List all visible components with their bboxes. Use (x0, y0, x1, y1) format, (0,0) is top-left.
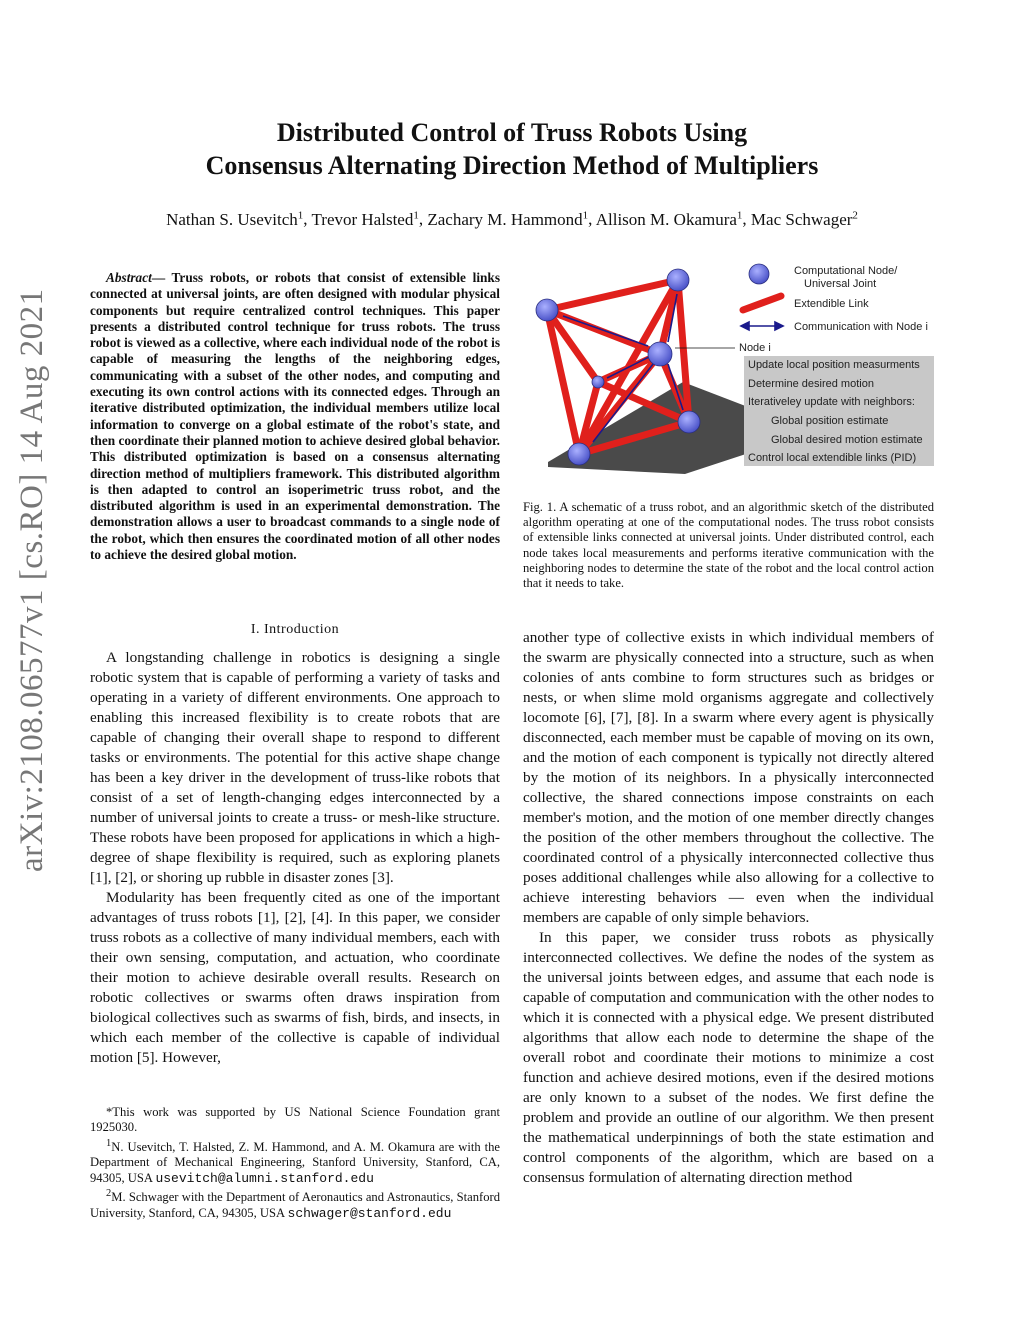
paragraph: another type of collective exists in which individual members of the swarm are physically connected into a structure, such as when colonies of ants combine to form structures such as bridges or nests, or when slime mold organisms aggregate and collectively locomote [6], [7], [8]. In a swarm where every agent is physically disconnected, each member must be capable of moving on its own, and the motion of each component is typically not directly altered by the motion of its neighbors. In a physically interconnected collective, the shared connections impose constraints on each member's motion, and the motion of one member directly changes the position of the other members throughout the collective. The coordinated control of a physically interconnected collective thus poses additional challenges while also allowing for a collective to achieve interesting behaviors — even when the individual members are capable of only simple behaviors. (523, 629, 934, 926)
algorithm-substep: Global desired motion estimate (771, 434, 923, 446)
author-list: Nathan S. Usevitch$^1$, Trevor Halsted$^1$, Zachary M. Hammond$^1$, Allison M. Okamura$^1$, Mac Schwager$^2$ (166, 209, 858, 229)
legend-communication: Communication with Node i (794, 321, 928, 333)
figure-caption: Fig. 1. A schematic of a truss robot, and an algorithmic sketch of the distributed algorithm operating at one of the computational nodes. The truss robot consists of extensible links connected at universal joints. Under distributed control, each node takes local measurements and performs iterative communication with the neighboring nodes to determine the state of the robot and the local control action that it needs to take. (523, 500, 934, 591)
author-2: Trevor Halsted$^1$ (311, 209, 419, 229)
legend-node-2: Universal Joint (804, 278, 877, 290)
right-column-body (523, 628, 934, 1188)
abstract-label: Abstract (106, 270, 152, 285)
author-5: Mac Schwager$^2$ (750, 209, 858, 229)
algorithm-box (744, 356, 934, 466)
legend-node-icon (749, 264, 769, 284)
email-link[interactable]: usevitch@alumni.stanford.edu (155, 1170, 374, 1186)
author-3: Zachary M. Hammond$^1$ (427, 209, 589, 229)
footnote-1: $^1$N. Usevitch, T. Halsted, Z. M. Hammond, and A. M. Okamura are with the Department of Mechanical Engineering, Stanford University, Stanford, CA, 94305, USA usevitch@alumni.stanford.edu (90, 1137, 500, 1186)
footnote-2: $^2$M. Schwager with the Department of Aeronautics and Astronautics, Stanford University, Stanford, CA, 94305, USA schwager@stanford.edu (90, 1188, 500, 1221)
algorithm-step: Determine desired motion (748, 378, 874, 390)
section-heading: I. Introduction (250, 622, 340, 637)
title-line-1: Distributed Control of Truss Robots Using (276, 118, 748, 147)
abstract-text: — Truss robots, or robots that consist of extensible links connected at universal joints, are often designed with modular physical components but require centralized control techniques. This paper presents a distributed control technique for truss robots. The truss robot is viewed as a collective, where each individual node of the robot is capable of measuring the lengths of the neighboring edges, communicating with a subset of the other nodes, and computing and executing its own control actions with its connected edges. Through an iterative distributed optimization, the individual members utilize local information to converge on a global estimate of the robot's state, and then coordinate their planned motion to achieve desired global behavior. This distributed optimization is based on a consensus alternating direction method of multipliers framework. This distributed algorithm is then adapted to control an isoperimetric truss robot, and the distributed algorithm is used in an experimental demonstration. The demonstration allows a user to broadcast commands to a single node of the robot, which then ensures the coordinated motion of all other nodes to achieve the desired global motion. (90, 270, 500, 563)
left-column-body (90, 648, 500, 1068)
algorithm-step: Iterativeley update with neighbors: (748, 396, 915, 408)
paper-title (100, 116, 924, 182)
node-i-label: Node i (739, 342, 771, 354)
algorithm-step: Update local position measurments (748, 359, 920, 371)
paragraph: A longstanding challenge in robotics is designing a single robotic system that is capable of performing a variety of tasks and operating in a variety of different environments. One approach to enabling this increased flexibility is to create robots that are capable of changing their overall shape to respond to different tasks or environments. The potential for this active shape change has been a key driver in the development of truss-like robots that consist of a set of length-changing edges interconnected by a number of universal joints to create a truss- or mesh-like structure. These robots have been proposed for applications in which a high-degree of shape flexibility is required, such as exploring planets [1], [2], or shoring up rubble in disaster zones [3]. (90, 649, 500, 886)
title-line-2: Consensus Alternating Direction Method of Multipliers (205, 151, 819, 180)
footnote-funding: *This work was supported by US National Science Foundation grant 1925030. (90, 1105, 500, 1135)
truss-robot-figure (523, 262, 943, 484)
paragraph: Modularity has been frequently cited as one of the important advantages of truss robots [1], [2], [4]. In this paper, we consider truss robots as a collective of many individual members, each with their own sensing, computation, and actuation, who coordinate their motion to achieve desirable overall results. Research on robotic collectives or swarms often draws inspiration from biological collectives such as swarms of fish, birds, and insects, in which each member of the collective is capable of individual motion [5]. However, (90, 889, 500, 1066)
legend-link-icon (743, 296, 781, 310)
footnotes (90, 1105, 500, 1221)
algorithm-substep: Global position estimate (771, 415, 889, 427)
legend-node: Computational Node/ (794, 265, 898, 277)
arxiv-identifier: arXiv:2108.06577v1 [cs.RO] 14 Aug 2021 (14, 288, 50, 872)
legend-link: Extendible Link (794, 298, 869, 310)
author-1: Nathan S. Usevitch$^1$ (166, 209, 304, 229)
author-4: Allison M. Okamura$^1$ (595, 209, 743, 229)
legend-arrow-icon (741, 322, 783, 330)
paragraph: In this paper, we consider truss robots as physically interconnected collectives. We define the nodes of the system as the universal joints between edges, and assume that each node is capable of computation and communication with the other nodes to which it is connected with a physical edge. We present distributed algorithms that allow each node to determine the shape of the overall robot and coordinate their motions to minimize a cost function and achieve desired motions, even if the desired motions are only known to a subset of the nodes. We first define the problem and provide an outline of our algorithm. We then present the mathematical underpinnings of both the state estimation and control components of the algorithm, which are based on a consensus formulation of alternating direction method (523, 929, 934, 1186)
algorithm-step: Control local extendible links (PID) (748, 452, 917, 464)
abstract (90, 270, 500, 563)
email-link[interactable]: schwager@stanford.edu (287, 1205, 452, 1221)
